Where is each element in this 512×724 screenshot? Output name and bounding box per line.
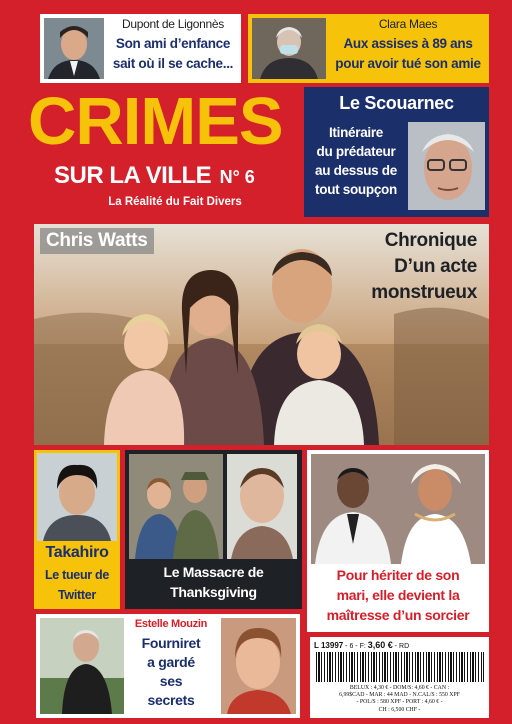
sorcier-box[interactable] bbox=[307, 450, 489, 632]
scouarnec-line-1: Itinéraire bbox=[328, 125, 384, 140]
estelle-line-1: Fourniret bbox=[141, 635, 201, 651]
fourniret-photo bbox=[40, 618, 124, 714]
barcode-price-line-3: - POL/S : 580 XPF - PORT : 4,60 € - bbox=[356, 699, 443, 706]
masthead-subtitle-text: SUR LA VILLE bbox=[54, 162, 212, 189]
estelle-line-4: secrets bbox=[147, 692, 195, 708]
takahiro-photo bbox=[37, 453, 117, 541]
barcode-price-line-4: CH : 6,500 CHF - bbox=[378, 706, 421, 713]
main-headline-line-1: Chronique bbox=[384, 230, 477, 251]
main-story-name: Chris Watts bbox=[40, 228, 154, 254]
scouarnec-line-3: au dessus de bbox=[315, 163, 397, 178]
scouarnec-box[interactable] bbox=[304, 87, 489, 217]
main-headline-line-2: D’un acte bbox=[394, 256, 477, 277]
teaser-left-line1: Son ami d’enfance bbox=[115, 36, 231, 51]
estelle-label: Estelle Mouzin bbox=[134, 618, 208, 630]
masthead-subtitle bbox=[54, 162, 304, 190]
barcode-rd: - RD bbox=[394, 643, 410, 650]
barcode-code: L 13997 bbox=[314, 641, 344, 650]
thanksgiving-box[interactable] bbox=[125, 450, 302, 609]
scouarnec-photo bbox=[408, 122, 485, 210]
estelle-line-3: ses bbox=[159, 673, 183, 689]
clara-maes-photo bbox=[252, 18, 326, 79]
barcode-prices bbox=[312, 685, 487, 714]
barcode-box bbox=[310, 637, 489, 718]
teaser-right-name: Clara Maes bbox=[378, 17, 438, 31]
estelle-photo bbox=[221, 618, 296, 714]
takahiro-box[interactable] bbox=[34, 450, 120, 609]
scouarnec-line-4: tout soupçon bbox=[315, 182, 397, 197]
takahiro-line1: Le tueur de bbox=[44, 568, 110, 582]
thanksgiving-photo-right bbox=[227, 454, 297, 559]
thanksgiving-photo-left bbox=[129, 454, 223, 559]
scouarnec-line-2: du prédateur bbox=[316, 144, 396, 159]
scouarnec-title: Le Scouarnec bbox=[339, 93, 454, 113]
barcode-price: 3,60 € bbox=[367, 640, 393, 650]
barcode-header bbox=[314, 640, 486, 650]
takahiro-name: Takahiro bbox=[45, 544, 109, 561]
barcode-issue: - 6 - bbox=[345, 643, 358, 650]
barcode-bars bbox=[316, 652, 484, 682]
sorcier-line-2: mari, elle devient la bbox=[336, 587, 460, 603]
teaser-right[interactable] bbox=[248, 14, 489, 83]
estelle-line-2: a gardé bbox=[147, 654, 195, 670]
estelle-box[interactable] bbox=[36, 614, 300, 718]
teaser-left-line2: sait où il se cache... bbox=[112, 56, 234, 71]
teaser-left[interactable] bbox=[40, 14, 241, 83]
barcode-price-line-2: 6,99$CAD - MAR : 44 MAD - N.CAL/S : 550 XPF bbox=[339, 692, 460, 699]
teaser-right-line1: Aux assises à 89 ans bbox=[343, 36, 473, 51]
barcode-price-line-1: BELUX : 4,30 € - DOM/S: 4,60 € - CAN : bbox=[349, 685, 450, 691]
masthead-title: CRIMES bbox=[28, 84, 283, 159]
sorcier-line-3: maîtresse d’un sorcier bbox=[326, 607, 470, 623]
barcode-f: F: bbox=[359, 643, 366, 650]
sorcier-line-1: Pour hériter de son bbox=[336, 567, 460, 583]
thanksgiving-line2: Thanksgiving bbox=[170, 584, 257, 600]
main-headline-line-3: monstrueux bbox=[371, 282, 477, 303]
takahiro-line2: Twitter bbox=[58, 588, 96, 602]
teaser-right-line2: pour avoir tué son amie bbox=[335, 56, 481, 71]
issue-number: N° 6 bbox=[219, 167, 255, 187]
masthead-tagline: La Réalité du Fait Divers bbox=[108, 196, 242, 208]
dupont-photo bbox=[44, 18, 104, 79]
teaser-left-name: Dupont de Ligonnès bbox=[121, 17, 225, 31]
sorcier-photo bbox=[311, 454, 485, 564]
thanksgiving-line1: Le Massacre de bbox=[163, 564, 264, 580]
